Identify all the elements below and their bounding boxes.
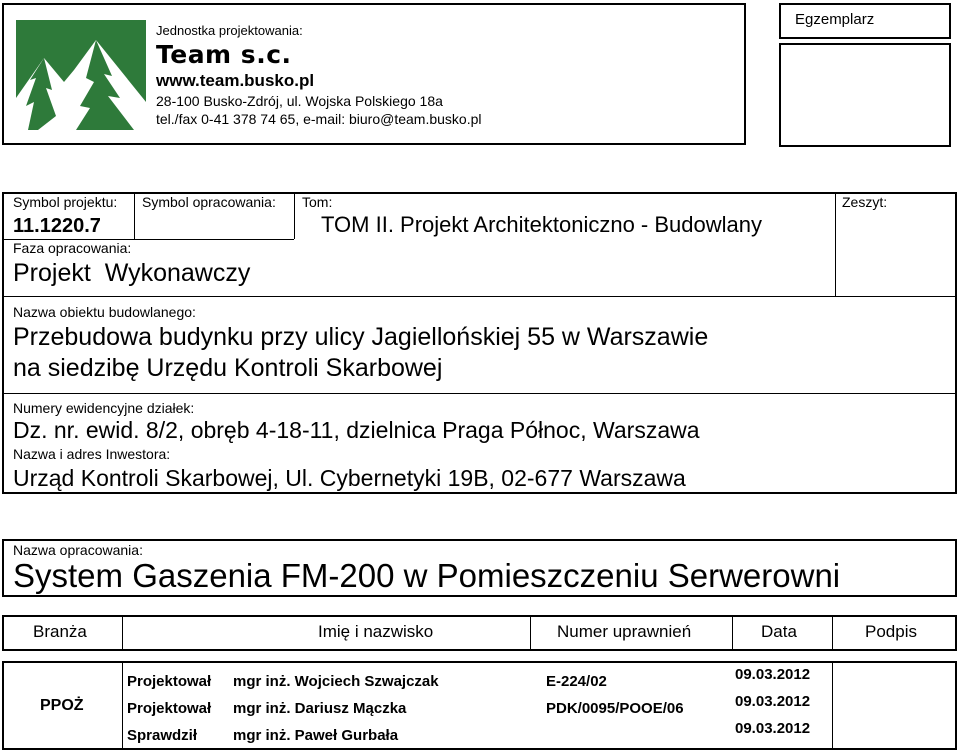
notebook-label: Zeszyt:	[842, 194, 888, 210]
study-name-label: Nazwa opracowania:	[13, 542, 143, 558]
phase-value: Projekt Wykonawczy	[13, 259, 251, 287]
header-license: Numer uprawnień	[557, 622, 692, 641]
project-symbol-value: 11.1220.7	[13, 215, 101, 237]
team-mountain-logo	[16, 20, 146, 130]
header-name: Imię i nazwisko	[318, 622, 434, 641]
row-license: PDK/0095/POOE/06	[546, 700, 684, 717]
object-line-2: na siedzibę Urzędu Kontroli Skarbowej	[13, 354, 443, 382]
design-unit-label: Jednostka projektowania:	[156, 23, 303, 38]
signature-table-header	[2, 615, 957, 651]
plots-value: Dz. nr. ewid. 8/2, obręb 4-18-11, dzielnica Praga Północ, Warszawa	[13, 417, 700, 443]
investor-label: Nazwa i adres Inwestora:	[13, 446, 171, 462]
company-contact: tel./fax 0-41 378 74 65, e-mail: biuro@team.busko.pl	[156, 111, 482, 127]
company-website: www.team.busko.pl	[156, 71, 315, 90]
investor-value: Urząd Kontroli Skarbowej, Ul. Cybernetyki 19B, 02-677 Warszawa	[13, 465, 686, 491]
volume-value: TOM II. Projekt Architektoniczno - Budowlany	[321, 212, 762, 237]
row-role: Projektował	[127, 700, 212, 717]
copy-label: Egzemplarz	[795, 11, 875, 28]
row-name: mgr inż. Paweł Gurbała	[233, 727, 399, 744]
study-name-value: System Gaszenia FM-200 w Pomieszczeniu Serwerowni	[13, 557, 841, 594]
plots-label: Numery ewidencyjne działek:	[13, 400, 195, 416]
object-label: Nazwa obiektu budowlanego:	[13, 304, 196, 320]
row-date: 09.03.2012	[735, 693, 811, 710]
study-symbol-label: Symbol opracowania:	[142, 194, 276, 210]
header-date: Data	[761, 622, 797, 641]
project-symbol-label: Symbol projektu:	[13, 194, 118, 210]
header-signature: Podpis	[865, 622, 917, 641]
phase-label: Faza opracowania:	[13, 240, 132, 256]
row-name: mgr inż. Dariusz Mączka	[233, 700, 407, 717]
row-date: 09.03.2012	[735, 720, 811, 737]
row-license: E-224/02	[546, 673, 607, 690]
company-address: 28-100 Busko-Zdrój, ul. Wojska Polskiego 18a	[156, 93, 443, 109]
volume-label: Tom:	[302, 194, 333, 210]
company-name: Team s.c.	[156, 40, 292, 69]
row-role: Projektował	[127, 673, 212, 690]
row-role: Sprawdził	[127, 727, 198, 744]
object-line-1: Przebudowa budynku przy ulicy Jagiellońskiej 55 w Warszawie	[13, 323, 709, 351]
discipline-value: PPOŻ	[40, 697, 84, 714]
row-name: mgr inż. Wojciech Szwajczak	[233, 673, 439, 690]
header-discipline: Branża	[33, 622, 87, 641]
row-date: 09.03.2012	[735, 666, 811, 683]
copy-value-box	[779, 43, 951, 147]
